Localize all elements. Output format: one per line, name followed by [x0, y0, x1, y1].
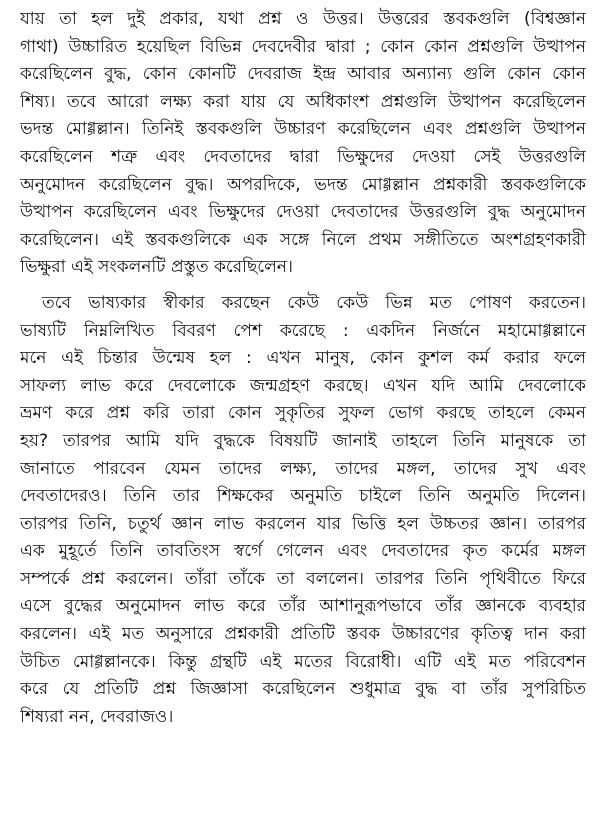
text-line: এক মুহূর্তে তিনি তাবতিংস স্বর্গে গেলেন এবং দেবতাদের কৃত কর্মের মঙ্গল — [20, 541, 586, 562]
text-line: গাথা) উচ্চারিত হয়েছিল বিভিন্ন দেবদেবীর দ্বারা ; কোন কোন প্রশ্নগুলি উত্থাপন — [20, 36, 586, 57]
text-line: করে যে প্রতিটি প্রশ্ন জিজ্ঞাসা করেছিলেন শুধুমাত্র বুদ্ধ বা তাঁর সুপরিচিত — [20, 679, 586, 700]
text-line: করেছিলেন বুদ্ধ, কোন কোনটি দেবরাজ ইন্দ্র আবার অন্যান্য গুলি কোন কোন — [20, 64, 586, 85]
text-line: জানাতে পারবেন যেমন তাদের লক্ষ্য, তাদের মঙ্গল, তাদের সুখ এবং — [20, 458, 586, 479]
text-line: তবে ভাষ্যকার স্বীকার করছেন কেউ কেউ ভিন্ন মত পোষণ করতেন। — [42, 292, 586, 313]
text-line: সাফল্য লাভ করে দেবলোকে জন্মগ্রহণ করছে। এখন যদি আমি দেবলোকে — [20, 375, 586, 396]
text-line: হয়? তারপর আমি যদি বুদ্ধকে বিষয়টি জানাই তাহলে তিনি মানুষকে তা — [20, 430, 586, 451]
text-line: তারপর তিনি, চতুর্থ জ্ঞান লাভ করলেন যার ভিত্তি হল উচ্চতর জ্ঞান। তারপর — [20, 513, 586, 534]
paragraph-2 — [20, 290, 586, 732]
text-line: সম্পর্কে প্রশ্ন করলেন। তাঁরা তাঁকে তা বললেন। তারপর তিনি পৃথিবীতে ফিরে — [20, 568, 586, 589]
text-line: ভিক্ষুরা এই সংকলনটি প্রস্তুত করেছিলেন। — [20, 257, 293, 278]
text-line: শিষ্য। তবে আরো লক্ষ্য করা যায় যে অধিকাংশ প্রশ্নগুলি উত্থাপন করেছিলেন — [20, 91, 586, 112]
text-line: যায় তা হল দুই প্রকার, যথা প্রশ্ন ও উত্তর। উত্তরের স্তবকগুলি (বিশ্বজ্ঞান — [20, 9, 586, 29]
text-line: অনুমোদন করেছিলেন বুদ্ধ। অপরদিকে, ভদন্ত মোগ্গল্লান প্রশ্নকারী স্তবকগুলিকে — [20, 174, 586, 195]
text-line: উত্থাপন করেছিলেন এবং ভিক্ষুদের দেওয়া দেবতাদের উত্তরগুলি বুদ্ধ অনুমোদন — [20, 202, 586, 223]
text-line: করেছিলেন শত্রু এবং দেবতাদের দ্বারা ভিক্ষুদের দেওয়া সেই উত্তরগুলি — [20, 146, 586, 167]
text-line: এসে বুদ্ধের অনুমোদন লাভ করে তাঁর আশানুরূপভাবে তাঁর জ্ঞানকে ব্যবহার — [20, 596, 586, 617]
text-line: ভ্রমণ করে প্রশ্ন করি তারা কোন সুকৃতির সুফল ভোগ করছে তাহলে কেমন — [20, 403, 586, 424]
paragraph-1 — [20, 6, 586, 282]
text-line: দেবতাদেরও। তিনি তার শিক্ষকের অনুমতি চাইলে তিনি অনুমতি দিলেন। — [20, 486, 586, 507]
text-line: উচিত মোগ্গল্লানকে। কিন্তু গ্রন্থটি এই মতের বিরোধী। এটি এই মত পরিবেশন — [20, 651, 586, 672]
text-line: মনে এই চিন্তার উন্মেষ হল : এখন মানুষ, কোন কুশল কর্ম করার ফলে — [20, 348, 586, 369]
text-line: শিষ্যরা নন, দেবরাজও। — [20, 706, 174, 727]
text-line: ভদন্ত মোগ্গল্লান। তিনিই স্তবকগুলি উচ্চারণ করেছিলেন এবং প্রশ্নগুলি উত্থাপন — [20, 119, 586, 140]
text-line: করলেন। এই মত অনুসারে প্রশ্নকারী প্রতিটি স্তবক উচ্চারণের কৃতিত্ব দান করা — [20, 624, 586, 645]
text-line: করেছিলেন। এই স্তবকগুলিকে এক সঙ্গে নিলে প্রথম সঙ্গীতিতে অংশগ্রহণকারী — [20, 229, 586, 250]
text-line: ভাষ্যটি নিম্নলিখিত বিবরণ পেশ করেছে : একদিন নির্জনে মহামোগ্গল্লানে — [20, 320, 586, 341]
